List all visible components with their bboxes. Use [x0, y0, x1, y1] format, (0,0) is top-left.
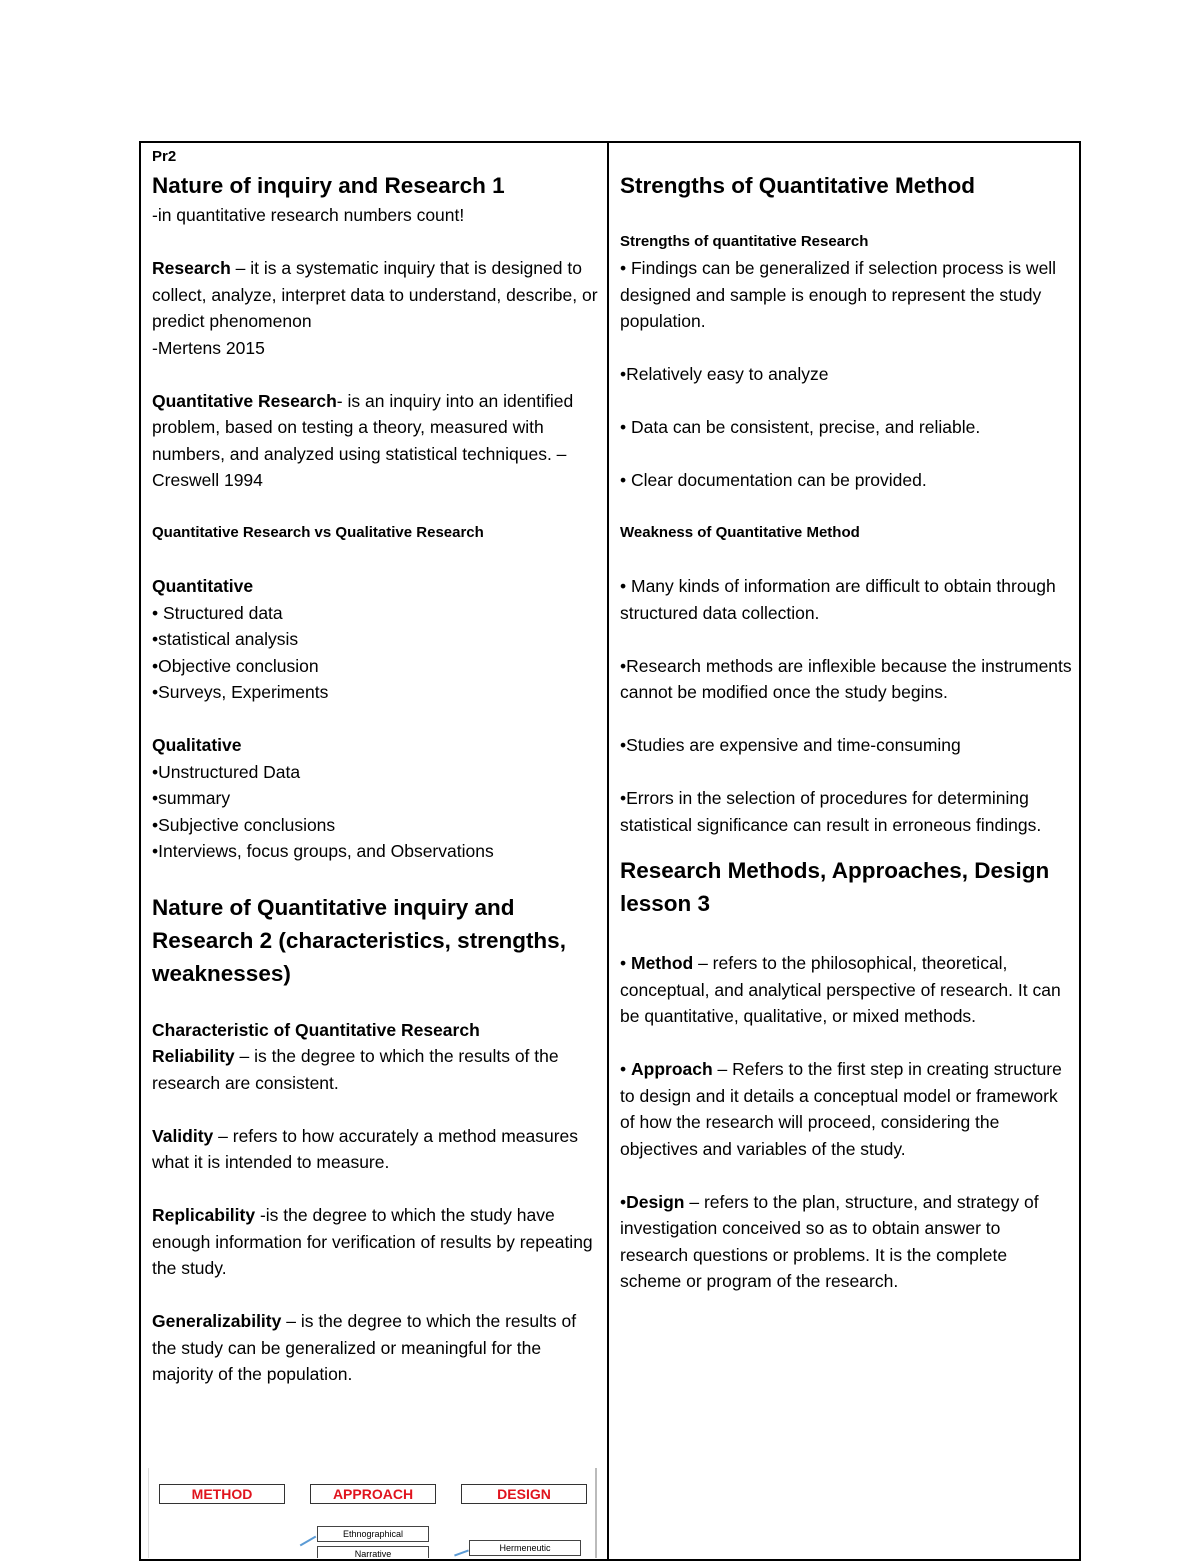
list-item: •Interviews, focus groups, and Observations: [152, 841, 494, 861]
design-definition: •Design – refers to the plan, structure, and strategy of investigation conceived so as to obtain answer to research questions or problems. It is the complete scheme or program of the research.: [620, 1191, 1039, 1291]
list-item: •Relatively easy to analyze: [620, 364, 829, 384]
weakness-heading: Weakness of Quantitative Method: [620, 524, 860, 541]
diagram-approach-box: APPROACH: [310, 1484, 436, 1504]
heading-strengths: Strengths of Quantitative Method: [620, 173, 976, 198]
list-item: • Findings can be generalized if selection process is well designed and sample is enough to represent the study population.: [620, 258, 1057, 331]
method-approach-design-diagram: [148, 1468, 597, 1558]
list-item: •statistical analysis: [152, 629, 299, 649]
replicability-definition: Replicability -is the degree to which the study have enough information for verification of results by repeating the study.: [152, 1205, 593, 1278]
diagram-arrow: [454, 1549, 469, 1556]
qualitative-label: Qualitative: [152, 735, 242, 755]
diagram-method-box: METHOD: [159, 1484, 285, 1504]
strengths-heading: Strengths of quantitative Research: [620, 232, 869, 250]
heading-nature-of-inquiry-1: Nature of inquiry and Research 1: [152, 173, 505, 198]
quantitative-research-definition: Quantitative Research- is an inquiry into an identified problem, based on testing a theory, measured with numbers, and analyzed using statistical techniques. – Creswell 1994: [152, 390, 574, 490]
diagram-design-box: DESIGN: [461, 1484, 587, 1504]
list-item: • Clear documentation can be provided.: [620, 470, 927, 490]
diagram-sub-box: Hermeneutic: [469, 1540, 581, 1556]
intro-text: -in quantitative research numbers count!: [152, 205, 465, 225]
validity-definition: Validity – refers to how accurately a method measures what it is intended to measure.: [152, 1125, 579, 1172]
list-item: • Many kinds of information are difficult to obtain through structured data collection.: [620, 576, 1056, 623]
list-item: •Surveys, Experiments: [152, 682, 329, 702]
list-item: • Data can be consistent, precise, and reliable.: [620, 417, 981, 437]
column-divider: [607, 141, 609, 1561]
quantitative-research-term: Quantitative Research: [152, 390, 337, 411]
list-item: •Objective conclusion: [152, 655, 319, 676]
diagram-sub-box: Ethnographical: [317, 1526, 429, 1542]
method-definition: • Method – refers to the philosophical, theoretical, conceptual, and analytical perspective of research. It can be quantitative, qualitative, or mixed methods.: [620, 953, 1061, 1026]
research-definition: Research – it is a systematic inquiry that is designed to collect, analyze, interpret data to understand, describe, or predict phenomenon: [152, 258, 598, 331]
research-citation: -Mertens 2015: [152, 337, 265, 358]
diagram-arrow: [300, 1536, 317, 1547]
quantitative-label: Quantitative: [152, 576, 254, 596]
approach-definition: • Approach – Refers to the first step in creating structure to design and it details a conceptual model or framework of how the research will proceed, considering the objectives and variables of the study.: [620, 1059, 1062, 1159]
left-column: [152, 145, 598, 1388]
research-term: Research: [152, 258, 231, 278]
right-column: [620, 145, 1072, 1295]
reliability-definition: Reliability – is the degree to which the results of the research are consistent.: [152, 1046, 559, 1093]
heading-nature-of-inquiry-2: Nature of Quantitative inquiry and Research 2 (characteristics, strengths, weaknesses): [152, 895, 566, 986]
diagram-sub-box: Narrative: [317, 1546, 429, 1558]
list-item: • Structured data: [152, 602, 283, 623]
list-item: •Subjective conclusions: [152, 814, 336, 835]
list-item: •Studies are expensive and time-consuming: [620, 735, 961, 755]
list-item: •Unstructured Data: [152, 761, 301, 782]
list-item: •Research methods are inflexible because the instruments cannot be modified once the study begins.: [620, 655, 1072, 702]
vs-heading: Quantitative Research vs Qualitative Research: [152, 524, 484, 541]
characteristics-heading: Characteristic of Quantitative Research: [152, 1019, 480, 1040]
heading-research-methods: Research Methods, Approaches, Design lesson 3: [620, 858, 1050, 916]
list-item: •summary: [152, 788, 231, 808]
generalizability-definition: Generalizability – is the degree to which the results of the study can be generalized or meaningful for the majority of the population.: [152, 1311, 577, 1384]
list-item: •Errors in the selection of procedures for determining statistical significance can result in erroneous findings.: [620, 788, 1042, 835]
page-tag: Pr2: [152, 148, 177, 165]
